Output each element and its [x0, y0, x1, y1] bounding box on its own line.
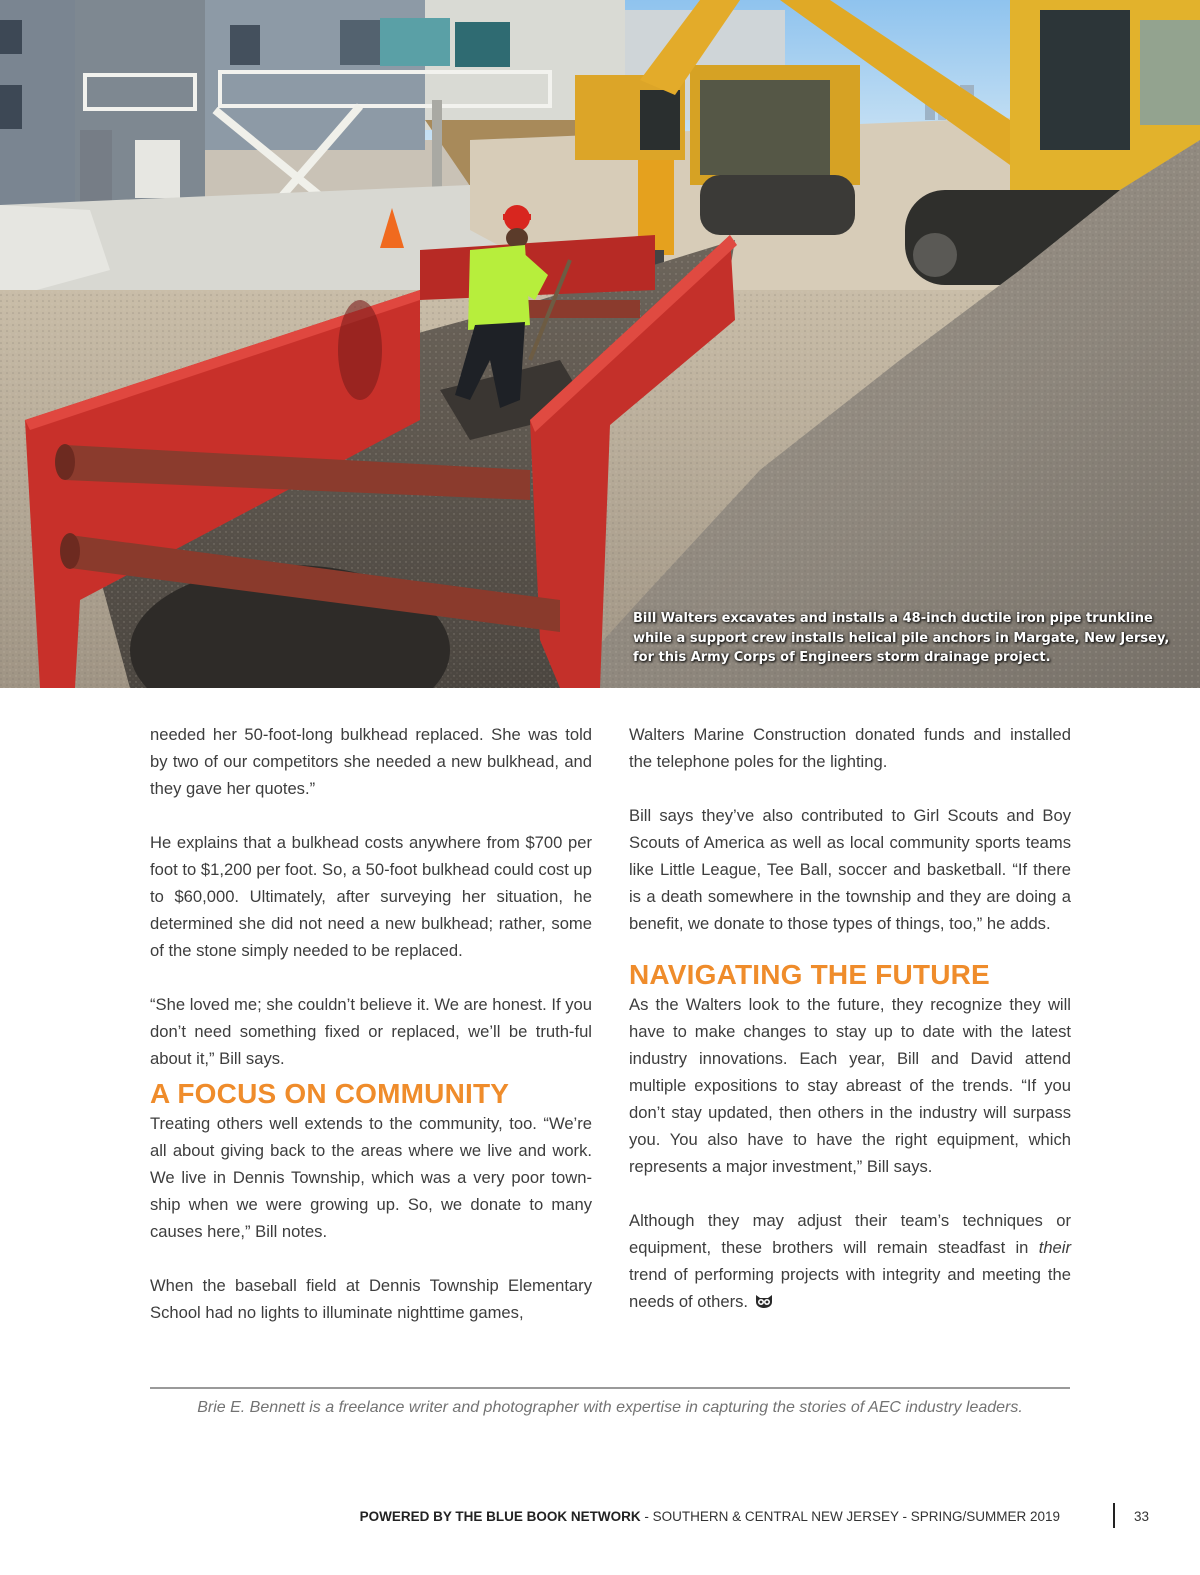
footer-divider [1113, 1503, 1115, 1528]
caption-line: for this Army Corps of Engineers storm drainage project. [633, 650, 1051, 665]
paragraph: Bill says they’ve also contributed to Girl Scouts and Boy Scouts of America as well as local community sports teams like Little League, Tee Ball, soccer and basketball. “If there is a death somewhere in the township and they are doing a benefit, we donate to those types of things, too,” he adds. [629, 806, 1071, 933]
hero-photo [0, 0, 1200, 688]
paragraph: Walters Marine Construction donated funds and installed the telephone poles for the lighting. [629, 725, 1071, 771]
photo-caption [633, 609, 1173, 668]
footer-brand: POWERED BY THE BLUE BOOK NETWORK [359, 1509, 641, 1524]
closing-text-end: trend of performing projects with integrity and meeting the needs of others. [629, 1265, 1071, 1311]
closing-text: Although they may adjust their team’s techniques or equipment, these brothers will remain steadfast in [629, 1211, 1071, 1257]
paragraph: When the baseball field at Dennis Township Elementary School had no lights to illuminate nighttime games, [150, 1276, 592, 1322]
page-footer [360, 1507, 1060, 1527]
paragraph: He explains that a bulkhead costs anywhere from $700 per foot to $1,200 per foot. So, a 50-foot bulkhead could cost up to $60,000. Ultimately, after surveying her situation, he determined she did not need a new bulkhead; rather, some of the stone simply needed to be replaced. [150, 833, 592, 960]
article-right-column [629, 721, 1071, 1315]
divider-rule [150, 1387, 1070, 1389]
section-heading-future: NAVIGATING THE FUTURE [629, 959, 990, 990]
section-heading-community: A FOCUS ON COMMUNITY [150, 1078, 510, 1109]
footer-edition: - SOUTHERN & CENTRAL NEW JERSEY - SPRING/SUMMER 2019 [640, 1509, 1060, 1524]
paragraph: Treating others well extends to the community, too. “We’re all about giving back to the areas where we live and work. We live in Dennis Township, which was a very poor town-ship when we were growing up. So, we donate to many causes here,” Bill notes. [150, 1114, 592, 1241]
owl-icon [754, 1290, 774, 1306]
closing-paragraph [629, 1207, 1071, 1315]
paragraph: As the Walters look to the future, they recognize they will have to make changes to stay up to date with the latest industry innovations. Each year, Bill and David attend multiple expositions to stay abreast of the trends. “If you don’t stay updated, then others in the industry will surpass you. You also have to have the right equipment, which represents a major investment,” Bill says. [629, 995, 1071, 1176]
page-number: 33 [1134, 1509, 1150, 1524]
construction-site-image [0, 0, 1200, 688]
paragraph: “She loved me; she couldn’t believe it. We are honest. If you don’t need something fixed or replaced, we’ll be truth-ful about it,” Bill says. [150, 995, 592, 1068]
paragraph: needed her 50-foot-long bulkhead replaced. She was told by two of our competitors she needed a new bulkhead, and they gave her quotes.” [150, 725, 592, 798]
caption-line: Bill Walters excavates and installs a 48-inch ductile iron pipe trunkline [633, 611, 1153, 626]
emphasis-text: their [1038, 1238, 1071, 1257]
caption-line: while a support crew installs helical pile anchors in Margate, New Jersey, [633, 630, 1170, 646]
article-left-column [150, 721, 592, 1326]
author-bio: Brie E. Bennett is a freelance writer and photographer with expertise in capturing the stories of AEC industry leaders. [197, 1399, 1023, 1416]
